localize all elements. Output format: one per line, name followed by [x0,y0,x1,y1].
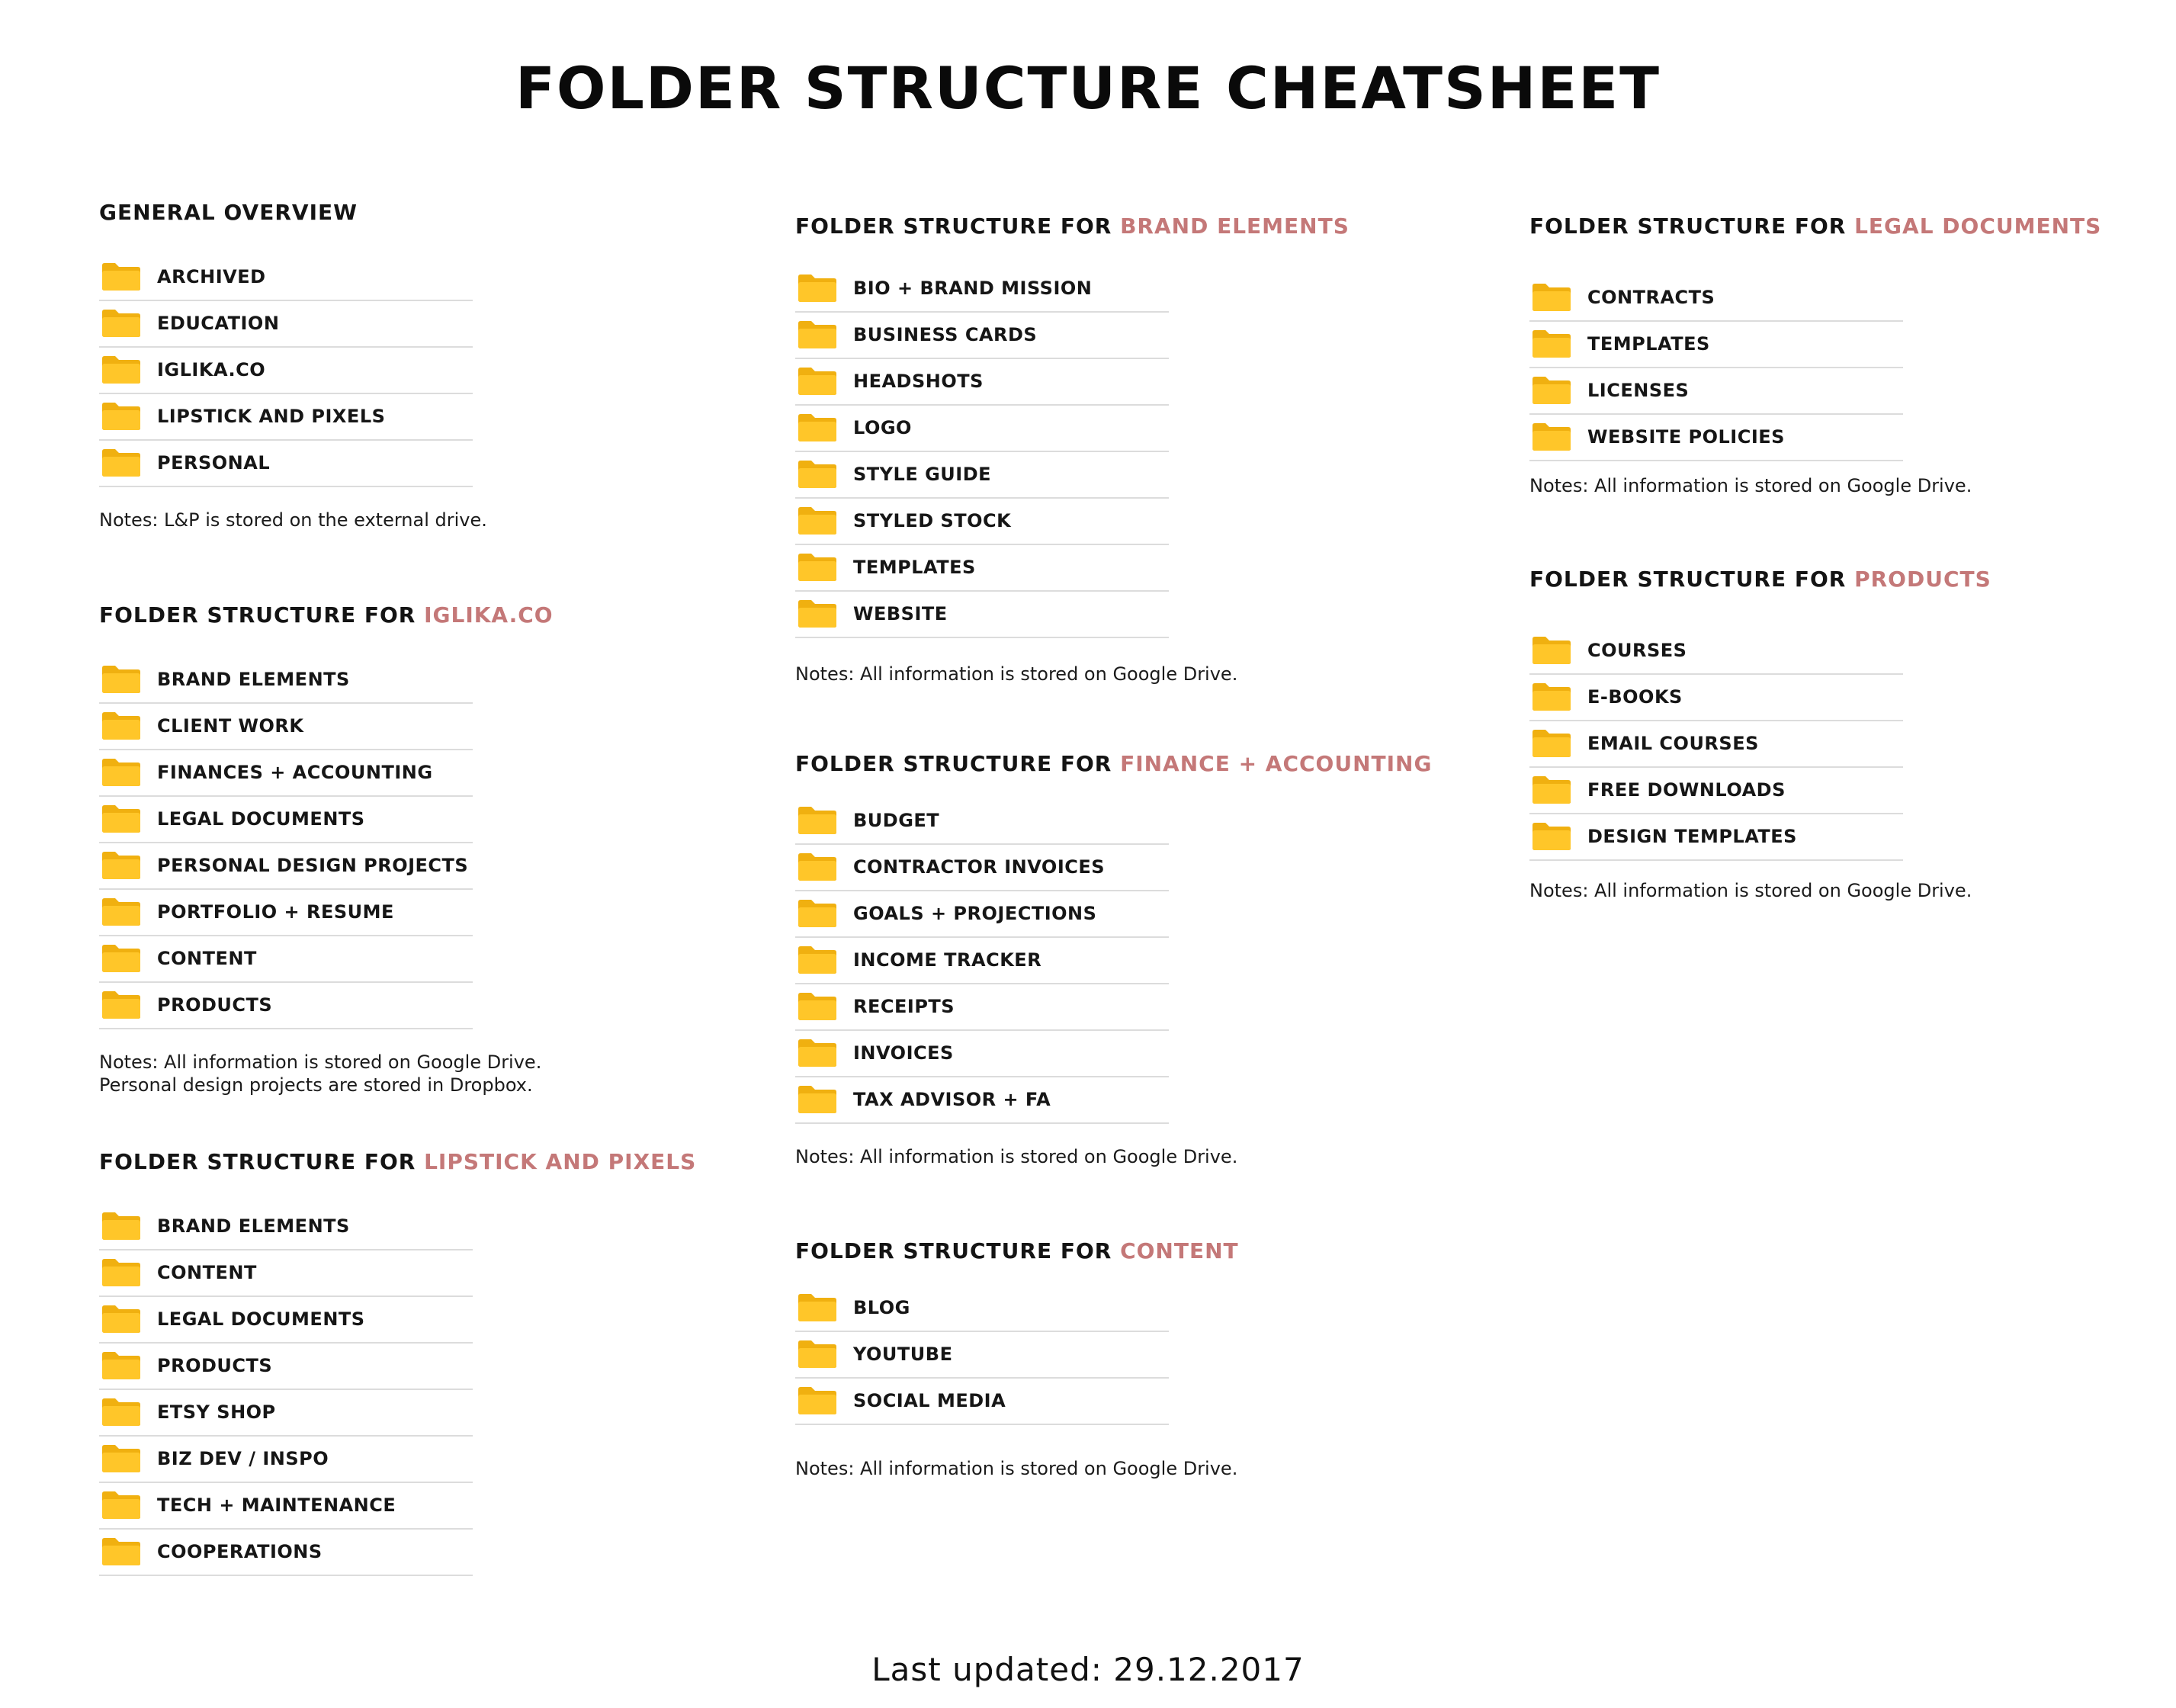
folder-label: TECH + MAINTENANCE [157,1494,396,1517]
section-iglika-co [99,602,554,1096]
folder-label: BUSINESS CARDS [853,324,1038,346]
section-general-overview [99,200,487,531]
folder-row[interactable] [99,348,473,394]
folder-icon [1531,728,1572,759]
folder-label: WEBSITE [853,603,948,625]
folder-icon [1531,329,1572,359]
folder-icon [797,991,838,1022]
folder-row[interactable] [795,1077,1169,1124]
section-notes: Notes: All information is stored on Google Drive. [1529,879,1972,901]
heading-accent: PRODUCTS [1854,567,1991,592]
heading-prefix: FOLDER STRUCTURE FOR [1529,214,1855,239]
folder-row[interactable] [795,984,1169,1031]
folder-label: CONTRACTOR INVOICES [853,856,1106,878]
folder-row[interactable] [99,255,473,301]
folder-label: INCOME TRACKER [853,949,1042,971]
section-heading [99,602,554,628]
section-heading [795,751,1432,777]
folder-row[interactable] [1529,322,1903,368]
folder-icon [797,366,838,396]
folder-label: TAX ADVISOR + FA [853,1089,1051,1111]
folder-icon [101,850,142,881]
heading-prefix: FOLDER STRUCTURE FOR [795,1238,1121,1263]
folder-icon [797,319,838,350]
heading-prefix: FOLDER STRUCTURE FOR [1529,567,1855,592]
section-notes: Notes: L&P is stored on the external drive. [99,509,487,531]
page-title: FOLDER STRUCTURE CHEATSHEET [515,54,1661,122]
folder-label: FREE DOWNLOADS [1587,779,1786,801]
folder-row[interactable] [795,798,1169,845]
folder-label: LEGAL DOCUMENTS [157,808,365,830]
folder-row[interactable] [1529,368,1903,415]
folder-list [795,798,1169,1124]
folder-label: FINANCES + ACCOUNTING [157,762,433,784]
folder-row[interactable] [99,797,473,843]
folder-icon [797,273,838,303]
folder-icon [1531,775,1572,805]
folder-label: LICENSES [1587,380,1690,402]
folder-label: PORTFOLIO + RESUME [157,901,394,923]
folder-icon [101,1304,142,1334]
folder-list [795,266,1169,638]
folder-label: ETSY SHOP [157,1401,276,1424]
folder-row[interactable] [99,936,473,983]
folder-row[interactable] [99,983,473,1029]
folder-label: CONTENT [157,948,257,970]
section-heading [795,1238,1239,1264]
folder-icon [797,898,838,929]
folder-icon [101,401,142,432]
folder-icon [101,1211,142,1241]
folder-label: RECEIPTS [853,996,955,1018]
folder-label: YOUTUBE [853,1344,953,1366]
section-heading [99,200,487,226]
folder-icon [101,1397,142,1427]
folder-row[interactable] [795,313,1169,359]
folder-row[interactable] [99,704,473,750]
section-notes: Notes: All information is stored on Google Drive. [795,663,1238,685]
folder-row[interactable] [99,1344,473,1390]
folder-label: LOGO [853,417,912,439]
folder-label: CONTRACTS [1587,287,1715,309]
folder-row[interactable] [795,891,1169,938]
folder-row[interactable] [795,545,1169,592]
folder-icon [1531,422,1572,452]
heading-prefix: FOLDER STRUCTURE FOR [795,751,1121,776]
folder-icon [797,1038,838,1068]
folder-icon [797,852,838,882]
folder-list [1529,628,1903,861]
section-content [795,1238,1239,1480]
folder-row[interactable] [99,843,473,890]
folder-label: LIPSTICK AND PIXELS [157,406,386,428]
heading-accent: IGLIKA.CO [424,602,554,628]
folder-list [795,1286,1169,1425]
folder-row[interactable] [795,406,1169,452]
folder-icon [101,804,142,834]
folder-label: COURSES [1587,640,1687,662]
heading-accent: LIPSTICK AND PIXELS [424,1149,697,1174]
folder-list [1529,275,1903,461]
folder-icon [101,448,142,478]
folder-row[interactable] [1529,275,1903,322]
folder-label: BRAND ELEMENTS [157,669,350,691]
folder-row[interactable] [795,452,1169,499]
folder-icon [101,897,142,927]
folder-row[interactable] [99,1204,473,1250]
section-products [1529,567,1991,902]
folder-row[interactable] [795,499,1169,545]
folder-label: STYLED STOCK [853,510,1012,532]
folder-row[interactable] [1529,721,1903,768]
folder-icon [101,757,142,788]
folder-row[interactable] [1529,814,1903,861]
folder-label: TEMPLATES [1587,333,1710,355]
folder-row[interactable] [99,1483,473,1530]
folder-icon [101,711,142,741]
folder-row[interactable] [99,890,473,936]
folder-label: BLOG [853,1297,910,1319]
folder-label: PRODUCTS [157,994,273,1016]
folder-label: LEGAL DOCUMENTS [157,1308,365,1331]
folder-icon [1531,635,1572,666]
folder-row[interactable] [99,394,473,441]
section-notes: Notes: All information is stored on Google Drive. [795,1457,1238,1479]
section-heading [795,214,1350,239]
section-lipstick-and-pixels [99,1149,696,1576]
folder-label: BRAND ELEMENTS [157,1215,350,1238]
folder-label: CLIENT WORK [157,715,304,737]
folder-icon [797,459,838,490]
folder-label: E-BOOKS [1587,686,1683,708]
heading-accent: LEGAL DOCUMENTS [1854,214,2102,239]
folder-row[interactable] [795,845,1169,891]
heading-prefix: GENERAL OVERVIEW [99,200,358,225]
folder-icon [101,990,142,1020]
folder-icon [1531,682,1572,712]
folder-label: PERSONAL DESIGN PROJECTS [157,855,469,877]
section-notes: Notes: All information is stored on Google Drive. [795,1145,1238,1167]
folder-row[interactable] [795,1031,1169,1077]
folder-label: CONTENT [157,1262,257,1284]
folder-row[interactable] [99,1250,473,1297]
folder-icon [797,945,838,975]
folder-row[interactable] [795,1286,1169,1332]
folder-row[interactable] [99,1530,473,1576]
folder-label: DESIGN TEMPLATES [1587,826,1797,848]
folder-row[interactable] [99,1390,473,1437]
folder-icon [797,506,838,536]
folder-icon [101,1350,142,1381]
folder-label: EMAIL COURSES [1587,733,1759,755]
folder-row[interactable] [99,441,473,487]
heading-prefix: FOLDER STRUCTURE FOR [99,1149,425,1174]
section-notes: Notes: All information is stored on Google Drive. [1529,474,1972,496]
folder-row[interactable] [795,592,1169,638]
folder-icon [101,355,142,385]
section-brand-elements [795,214,1350,685]
folder-icon [797,413,838,443]
folder-label: PRODUCTS [157,1355,273,1377]
folder-label: COOPERATIONS [157,1541,323,1563]
folder-icon [101,1536,142,1567]
heading-accent: BRAND ELEMENTS [1120,214,1350,239]
folder-row[interactable] [795,1379,1169,1425]
folder-row[interactable] [1529,768,1903,814]
folder-row[interactable] [1529,415,1903,461]
folder-icon [797,1385,838,1416]
folder-label: TEMPLATES [853,557,976,579]
section-legal-documents [1529,214,2101,497]
section-notes: Notes: All information is stored on Google Drive. Personal design projects are stored in Dropbox. [99,1051,542,1096]
folder-icon [797,552,838,583]
folder-label: ARCHIVED [157,266,266,288]
folder-list [99,255,473,487]
folder-list [99,1204,473,1576]
folder-icon [101,1257,142,1288]
folder-label: BUDGET [853,810,940,832]
folder-row[interactable] [795,266,1169,313]
folder-row[interactable] [795,359,1169,406]
folder-label: PERSONAL [157,452,271,474]
folder-icon [101,262,142,292]
folder-label: EDUCATION [157,313,280,335]
section-heading [1529,214,2101,239]
folder-label: BIO + BRAND MISSION [853,278,1093,300]
folder-icon [101,664,142,695]
section-heading [1529,567,1991,592]
folder-label: STYLE GUIDE [853,464,992,486]
last-updated: Last updated: 29.12.2017 [871,1651,1305,1688]
folder-row[interactable] [795,938,1169,984]
folder-list [99,657,473,1029]
folder-row[interactable] [99,1437,473,1483]
folder-label: SOCIAL MEDIA [853,1390,1006,1412]
folder-row[interactable] [795,1332,1169,1379]
heading-accent: CONTENT [1120,1238,1239,1263]
folder-icon [1531,821,1572,852]
heading-prefix: FOLDER STRUCTURE FOR [99,602,425,628]
folder-row[interactable] [99,1297,473,1344]
folder-icon [1531,282,1572,313]
folder-label: BIZ DEV / INSPO [157,1448,329,1470]
folder-label: HEADSHOTS [853,371,984,393]
folder-icon [101,1490,142,1520]
section-finance-accounting [795,751,1432,1168]
folder-row[interactable] [1529,628,1903,675]
folder-icon [797,599,838,629]
folder-row[interactable] [1529,675,1903,721]
folder-icon [101,943,142,974]
folder-label: INVOICES [853,1042,954,1064]
heading-prefix: FOLDER STRUCTURE FOR [795,214,1121,239]
folder-label: GOALS + PROJECTIONS [853,903,1097,925]
folder-label: WEBSITE POLICIES [1587,426,1785,448]
folder-icon [797,805,838,836]
folder-icon [101,1443,142,1474]
folder-row[interactable] [99,657,473,704]
folder-row[interactable] [99,750,473,797]
section-heading [99,1149,696,1175]
folder-icon [797,1084,838,1115]
heading-accent: FINANCE + ACCOUNTING [1120,751,1433,776]
folder-label: IGLIKA.CO [157,359,266,381]
folder-icon [1531,375,1572,406]
folder-icon [797,1292,838,1323]
folder-row[interactable] [99,301,473,348]
folder-icon [101,308,142,339]
folder-icon [797,1339,838,1369]
